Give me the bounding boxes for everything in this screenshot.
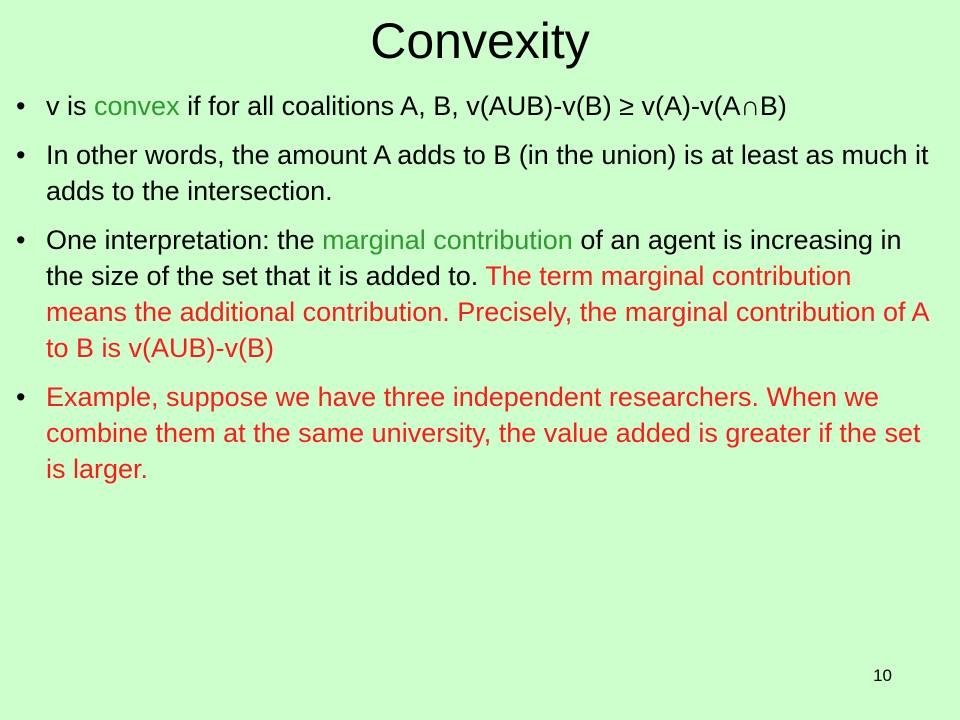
bullet-interpretation (0, 222, 960, 366)
bullet-dot-icon: • (16, 225, 26, 255)
bullet-text-segment: In other words, the amount A adds to B (in the union) is at least as much it adds to the intersection. (46, 140, 929, 206)
bullet-example (0, 379, 960, 487)
bullet-dot-icon: • (16, 91, 26, 121)
bullet-dot-icon: • (16, 382, 26, 412)
bullet-other-words (0, 137, 960, 209)
bullet-text-segment: if for all coalitions A, B, v(AUB)-v(B) ≥ v(A)-v(A∩B) (179, 91, 787, 121)
bullet-text-segment: of an agent is increasing in the size of the set that it is added to. (46, 225, 902, 291)
marginal-contribution-definition: The term marginal contribution means the additional contribution. Precisely, the marginal contribution of A to B is v(AUB)-v(B) (46, 261, 929, 363)
page-number: 10 (873, 666, 892, 685)
bullet-text-segment: One interpretation: the (46, 225, 323, 255)
convex-term-highlight: convex (94, 91, 180, 121)
bullet-convex-definition (0, 88, 960, 124)
bullet-text-segment: v is (46, 91, 95, 121)
bullet-list (0, 88, 960, 500)
slide-title: Convexity (370, 13, 590, 69)
marginal-contribution-highlight: marginal contribution (322, 225, 573, 255)
bullet-dot-icon: • (16, 140, 26, 170)
example-text: Example, suppose we have three independent researchers. When we combine them at the same university, the value added is greater if the set is larger. (46, 382, 921, 484)
